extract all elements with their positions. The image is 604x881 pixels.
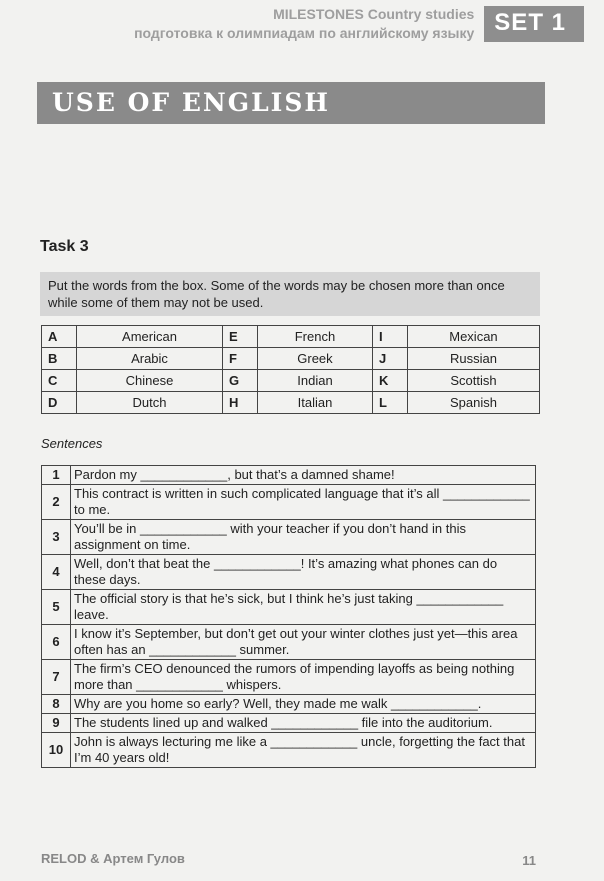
word-letter: C [42,370,77,392]
sentences-table [41,465,536,768]
word-option: Scottish [407,370,539,392]
word-option: Spanish [407,392,539,414]
word-letter: F [223,348,258,370]
sentence-number: 9 [42,714,71,733]
word-option: Russian [407,348,539,370]
word-option: American [77,326,223,348]
sentence-row [42,733,536,768]
sentence-row [42,485,536,520]
sentence-number: 5 [42,590,71,625]
set-label: SET 1 [484,6,584,42]
sentence-text: Well, don’t that beat the ____________! It’s amazing what phones can do these days. [71,555,536,590]
word-letter: J [372,348,407,370]
word-box-row [42,326,540,348]
task-instruction: Put the words from the box. Some of the words may be chosen more than once while some of them may not be used. [40,272,540,316]
word-option: Indian [258,370,373,392]
sentence-number: 7 [42,660,71,695]
sentence-number: 10 [42,733,71,768]
sentence-row [42,695,536,714]
word-option: French [258,326,373,348]
sentence-row [42,625,536,660]
word-box-row [42,370,540,392]
sentence-text: This contract is written in such complicated language that it’s all ____________ to me. [71,485,536,520]
sentence-number: 4 [42,555,71,590]
sentence-text: The firm’s CEO denounced the rumors of impending layoffs as being nothing more than ____________ whispers. [71,660,536,695]
word-box-row [42,392,540,414]
word-box-row [42,348,540,370]
series-subtitle: подготовка к олимпиадам по английскому языку [134,25,475,41]
word-option: Chinese [77,370,223,392]
sentence-text: The official story is that he’s sick, but I think he’s just taking ____________ leave. [71,590,536,625]
page-header [134,6,584,42]
word-letter: H [223,392,258,414]
word-option: Dutch [77,392,223,414]
sentence-text: The students lined up and walked ____________ file into the auditorium. [71,714,536,733]
sentence-text: I know it’s September, but don’t get out your winter clothes just yet—this area often has an ____________ summer. [71,625,536,660]
sentence-number: 2 [42,485,71,520]
word-option: Arabic [77,348,223,370]
sentence-text: Pardon my ____________, but that’s a damned shame! [71,466,536,485]
sentence-row [42,714,536,733]
word-letter: K [372,370,407,392]
word-letter: G [223,370,258,392]
word-option: Mexican [407,326,539,348]
word-option: Italian [258,392,373,414]
page-number: 11 [522,853,536,868]
word-letter: I [372,326,407,348]
footer-publisher: RELOD & Артем Гулов [41,851,185,866]
sentence-text: Why are you home so early? Well, they made me walk ____________. [71,695,536,714]
task-title: Task 3 [40,238,89,255]
word-letter: E [223,326,258,348]
word-letter: L [372,392,407,414]
sentences-heading: Sentences [41,436,103,451]
sentence-row [42,520,536,555]
sentence-number: 6 [42,625,71,660]
sentence-row [42,555,536,590]
word-option: Greek [258,348,373,370]
sentence-number: 3 [42,520,71,555]
word-letter: B [42,348,77,370]
word-letter: A [42,326,77,348]
sentence-text: You’ll be in ____________ with your teacher if you don’t hand in this assignment on time. [71,520,536,555]
sentence-row [42,590,536,625]
sentence-number: 1 [42,466,71,485]
word-box-table [41,325,540,414]
sentence-row [42,466,536,485]
sentence-text: John is always lecturing me like a ____________ uncle, forgetting the fact that I’m 40 years old! [71,733,536,768]
series-title: MILESTONES Country studies [273,6,475,22]
section-title: USE OF ENGLISH [37,82,545,124]
sentence-number: 8 [42,695,71,714]
word-letter: D [42,392,77,414]
header-text [134,6,474,42]
sentence-row [42,660,536,695]
